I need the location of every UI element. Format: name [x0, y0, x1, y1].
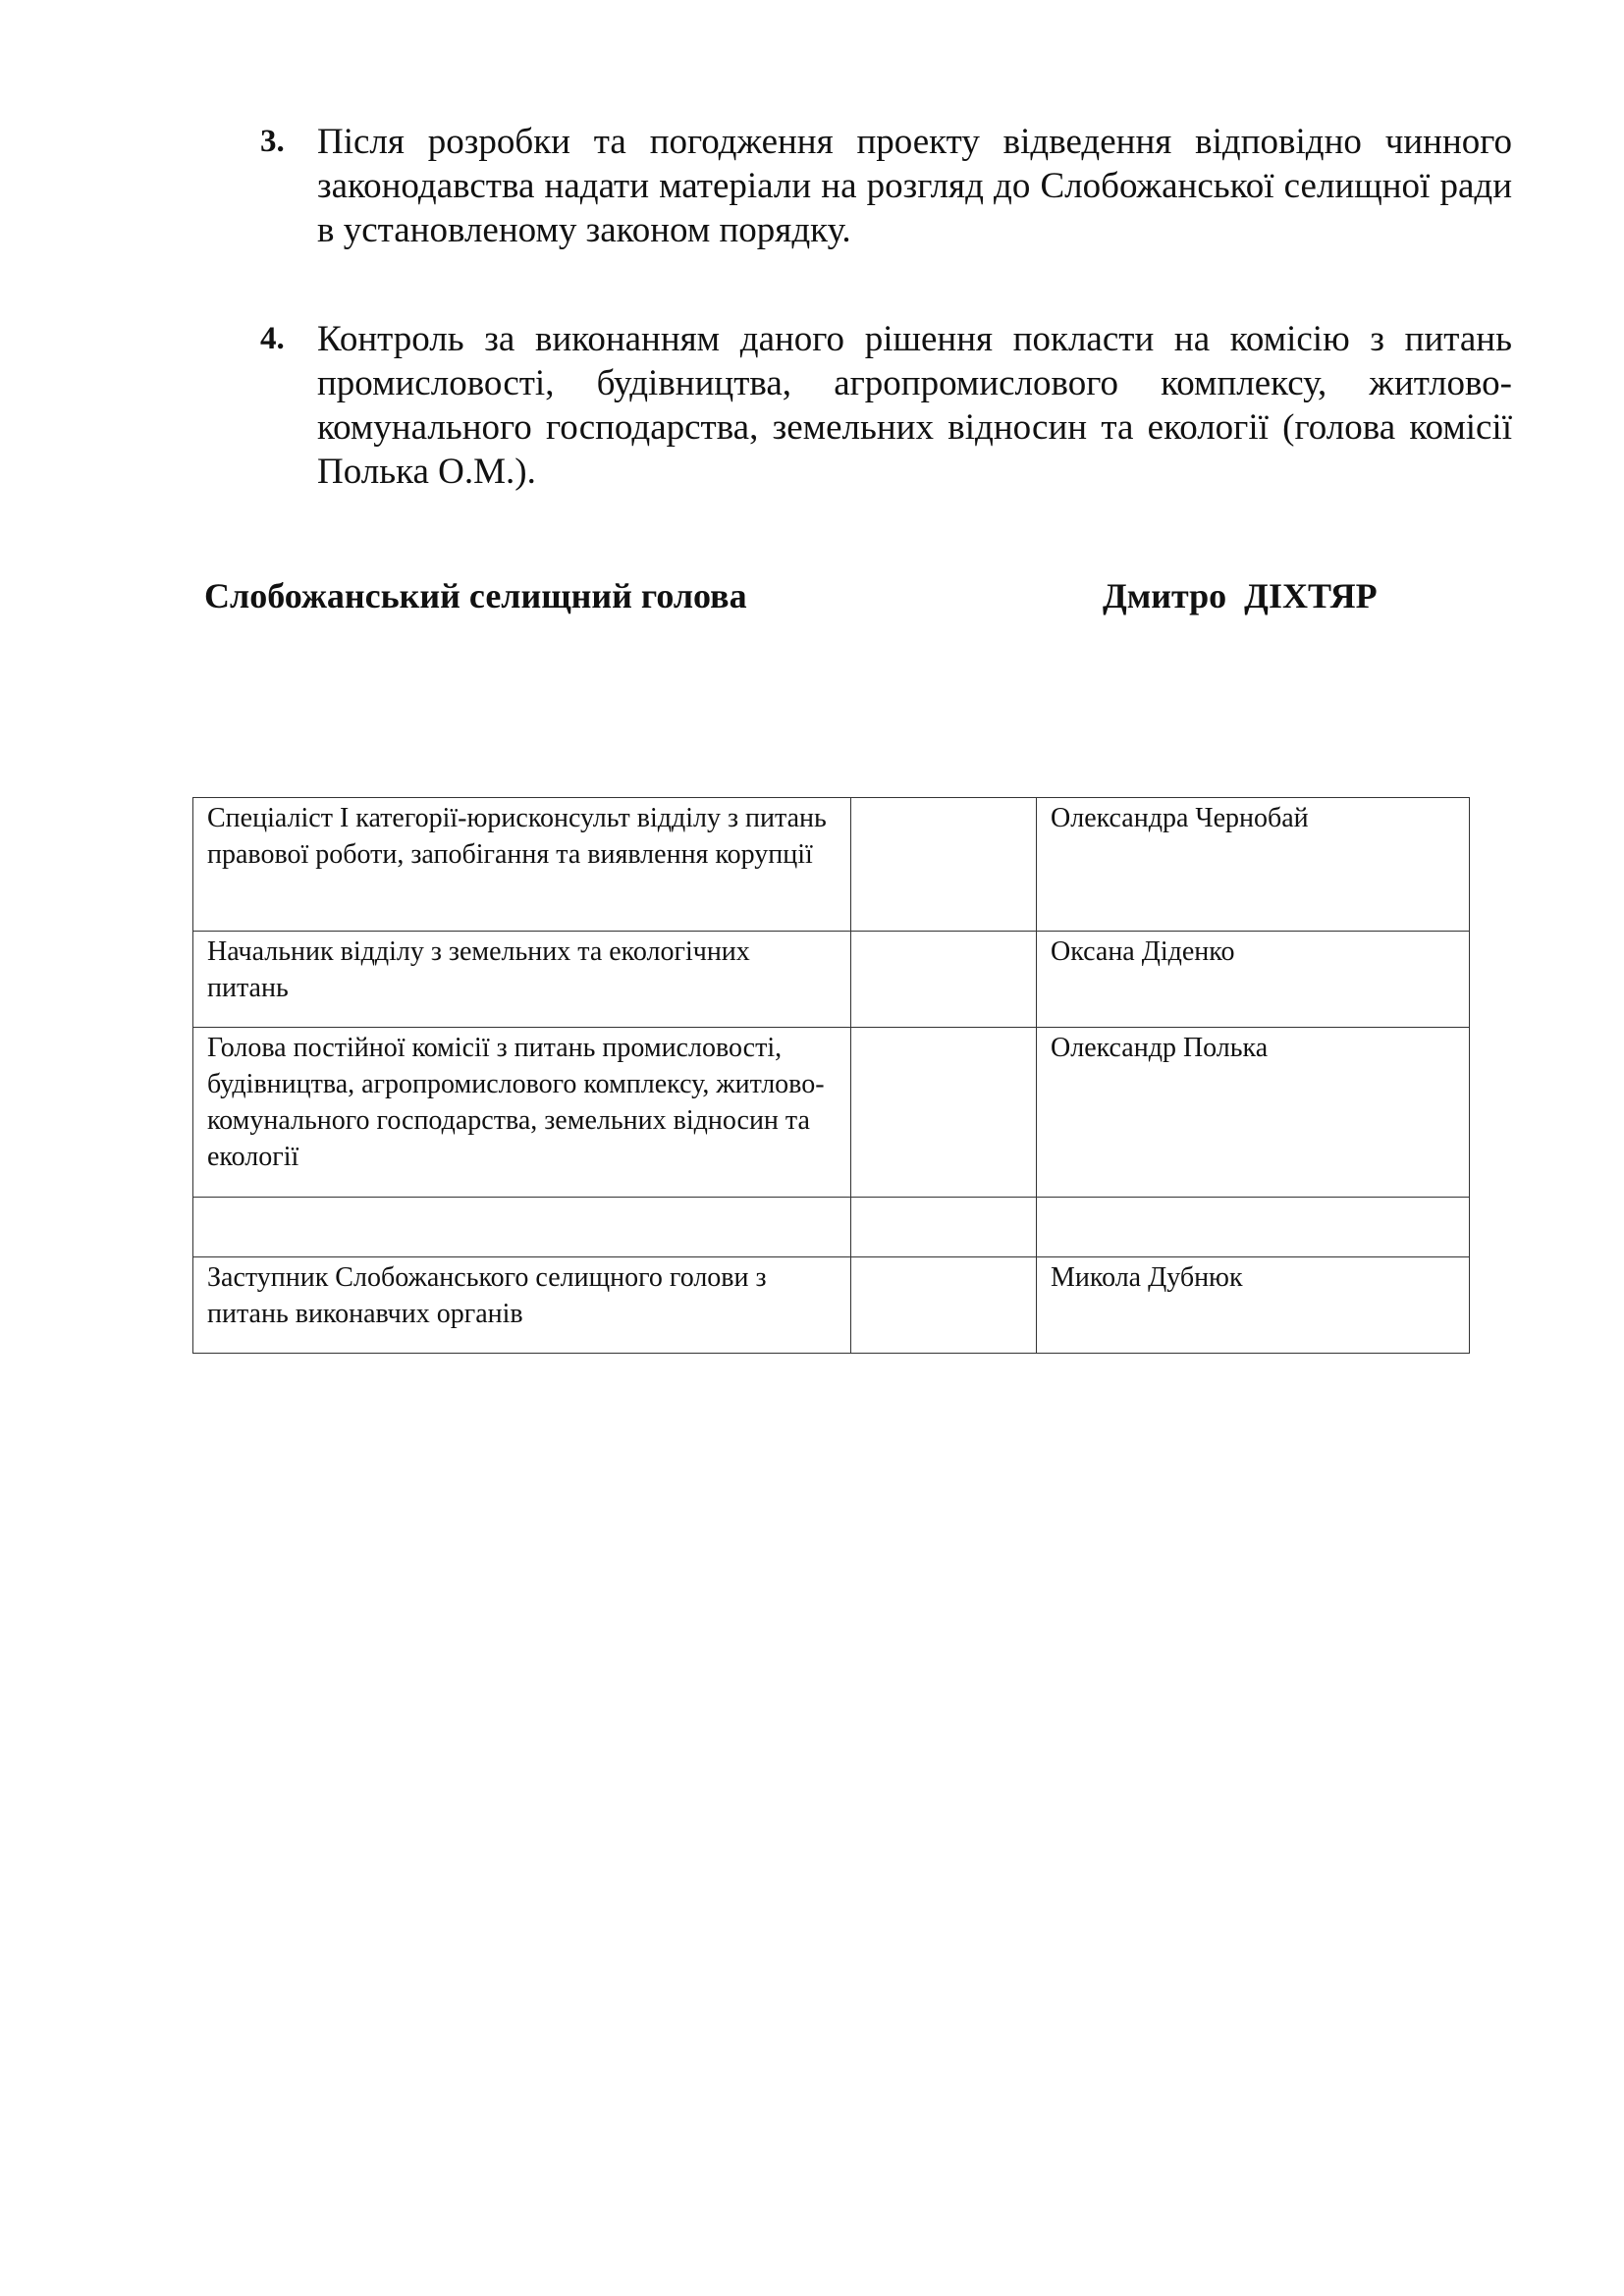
approver-name: Оксана Діденко — [1037, 932, 1470, 1028]
table-row — [193, 1198, 1470, 1257]
approver-signature-cell — [851, 1198, 1037, 1257]
approver-position: Голова постійної комісії з питань промисловості, будівництва, агропромислового комплексу, житлово-комунального господарства, земельних відносин та екології — [193, 1028, 851, 1198]
approver-signature-cell — [851, 932, 1037, 1028]
table-row — [193, 932, 1470, 1028]
approver-name — [1037, 1198, 1470, 1257]
approver-signature-cell — [851, 1028, 1037, 1198]
approver-position — [193, 1198, 851, 1257]
signatory-name: Дмитро ДІХТЯР — [1103, 576, 1378, 615]
approver-signature-cell — [851, 1257, 1037, 1354]
approver-signature-cell — [851, 798, 1037, 932]
table-row — [193, 798, 1470, 932]
approver-position: Спеціаліст І категорії-юрисконсульт відділу з питань правової роботи, запобігання та виявлення корупції — [193, 798, 851, 932]
approver-name: Микола Дубнюк — [1037, 1257, 1470, 1354]
approver-name: Олександр Полька — [1037, 1028, 1470, 1198]
table-row — [193, 1028, 1470, 1198]
numbered-paragraph — [260, 120, 1512, 252]
approver-position: Заступник Слобожанського селищного голови з питань виконавчих органів — [193, 1257, 851, 1354]
approval-table — [192, 797, 1470, 1354]
paragraph-text: Після розробки та погодження проекту відведення відповідно чинного законодавства надати матеріали на розгляд до Слобожанської селищної ради в установленому законом порядку. — [317, 122, 1512, 250]
paragraph-text: Контроль за виконанням даного рішення покласти на комісію з питань промисловості, будівництва, агропромислового комплексу, житлово-комунального господарства, земельних відносин та екології (голова комісії Полька О.М.). — [317, 319, 1512, 492]
paragraph-number: 4. — [260, 321, 285, 356]
signatory-title: Слобожанський селищний голова — [204, 576, 747, 615]
approver-name: Олександра Чернобай — [1037, 798, 1470, 932]
table-row — [193, 1257, 1470, 1354]
numbered-paragraph — [260, 317, 1512, 494]
paragraph-number: 3. — [260, 124, 285, 159]
approver-position: Начальник відділу з земельних та екологічних питань — [193, 932, 851, 1028]
